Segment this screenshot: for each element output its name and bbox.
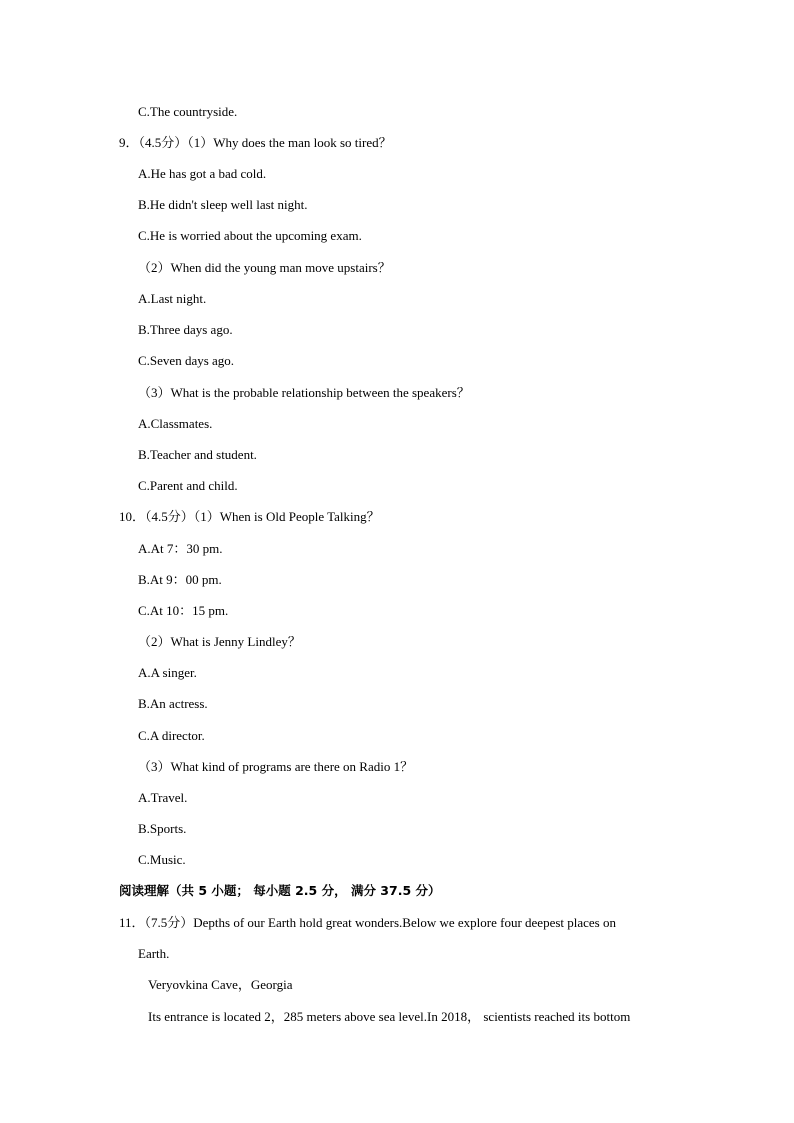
q8-option-c: C.The countryside. [138, 104, 238, 119]
q10-3-option-c: C.Music. [138, 852, 186, 867]
q10-1-option-a: A.At 7：30 pm. [138, 541, 223, 556]
q10-sub3-question: （3）What kind of programs are there on Radio 1？ [138, 759, 414, 774]
q9-header: 9．（4.5分）（1）Why does the man look so tired？ [119, 135, 392, 150]
q9-1-option-a: A.He has got a bad cold. [138, 166, 267, 181]
q9-3-option-b: B.Teacher and student. [138, 447, 257, 462]
q9-sub3-question: （3）What is the probable relationship between the speakers？ [138, 385, 470, 400]
q11-paragraph-line-1: Its entrance is located 2，285 meters above sea level.In 2018， scientists reached its bottom [148, 1009, 631, 1024]
q11-place-title: Veryovkina Cave，Georgia [148, 977, 293, 992]
q9-sub2-question: （2）When did the young man move upstairs？ [138, 260, 391, 275]
q11-header-line-1: 11．（7.5分）Depths of our Earth hold great wonders.Below we explore four deepest places on [119, 915, 616, 930]
q11-header-line-2: Earth. [138, 946, 170, 961]
q10-2-option-a: A.A singer. [138, 665, 197, 680]
q10-3-option-a: A.Travel. [138, 790, 188, 805]
q9-2-option-c: C.Seven days ago. [138, 353, 235, 368]
q9-2-option-a: A.Last night. [138, 291, 207, 306]
q10-3-option-b: B.Sports. [138, 821, 187, 836]
q10-2-option-b: B.An actress. [138, 696, 208, 711]
q10-2-option-c: C.A director. [138, 728, 205, 743]
q9-1-option-b: B.He didn't sleep well last night. [138, 197, 308, 212]
q9-3-option-a: A.Classmates. [138, 416, 213, 431]
q10-header: 10．（4.5分）（1）When is Old People Talking？ [119, 509, 380, 524]
q9-1-option-c: C.He is worried about the upcoming exam. [138, 228, 362, 243]
q10-1-option-c: C.At 10：15 pm. [138, 603, 229, 618]
q10-1-option-b: B.At 9：00 pm. [138, 572, 222, 587]
q10-sub2-question: （2）What is Jenny Lindley？ [138, 634, 301, 649]
q9-2-option-b: B.Three days ago. [138, 322, 233, 337]
q9-3-option-c: C.Parent and child. [138, 478, 238, 493]
reading-section-heading: 阅读理解（共 5 小题； 每小题 2.5 分， 满分 37.5 分） [119, 883, 441, 898]
